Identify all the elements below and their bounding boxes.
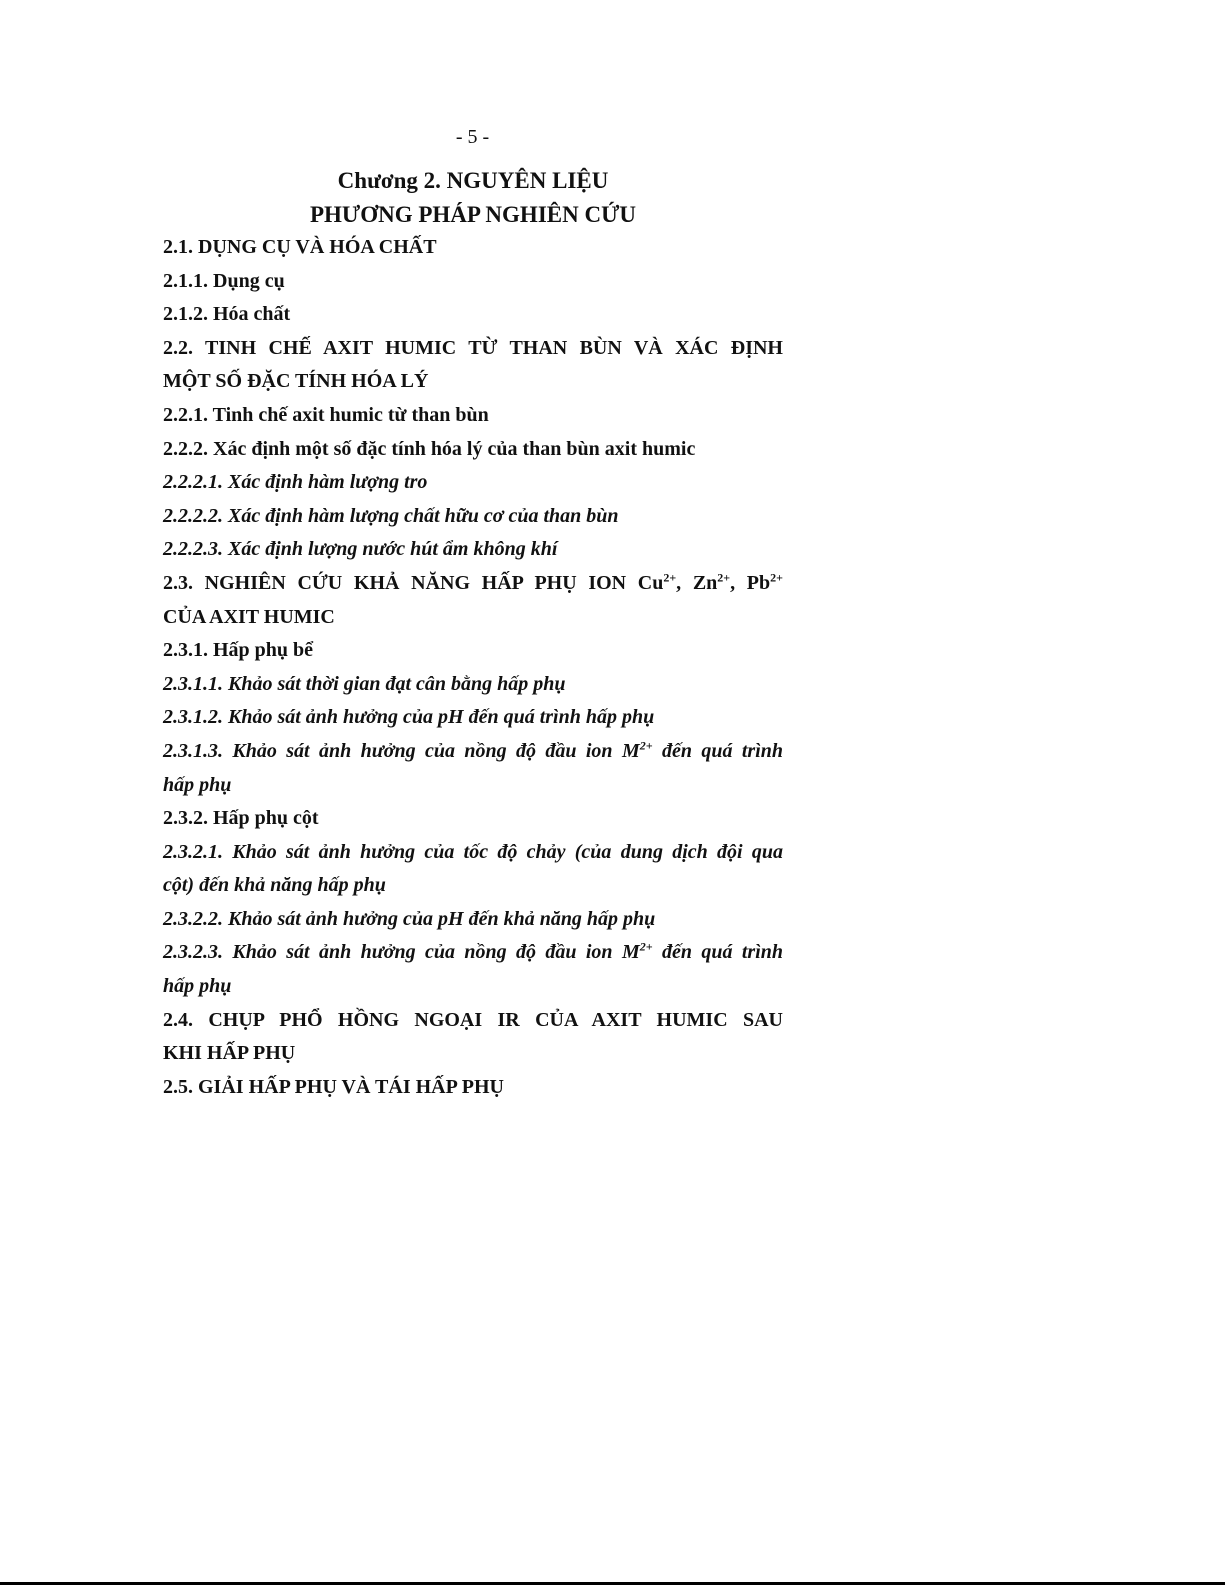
chapter-title — [163, 164, 783, 232]
section-2-3-2-1-line-2: cột) đến khả năng hấp phụ — [163, 874, 386, 897]
m-charge-1: 2+ — [639, 738, 653, 753]
section-2-3-2: 2.3.2. Hấp phụ cột — [163, 807, 319, 830]
section-2-3-2-1-line-1: 2.3.2.1. Khảo sát ảnh hưởng của tốc độ chảy (của dung dịch đội qua — [163, 840, 783, 863]
section-2-3-line-1 — [163, 567, 783, 601]
section-2-3-1-1: 2.3.1.1. Khảo sát thời gian đạt cân bằng hấp phụ — [163, 672, 566, 695]
section-2-2-2-3: 2.2.2.3. Xác định lượng nước hút ẩm không khí — [163, 538, 558, 561]
section-2-3-2-3-tail: đến quá trình — [652, 941, 784, 964]
cu-charge: 2+ — [663, 570, 677, 585]
section-2-3-line-2: CỦA AXIT HUMIC — [163, 605, 335, 628]
section-2-5: 2.5. GIẢI HẤP PHỤ VÀ TÁI HẤP PHỤ — [163, 1075, 504, 1098]
pb-label: , Pb — [730, 571, 771, 594]
section-2-1-2: 2.1.2. Hóa chất — [163, 303, 291, 326]
section-2-4-line-1: 2.4. CHỤP PHỔ HỒNG NGOẠI IR CỦA AXIT HUMIC SAU — [163, 1008, 783, 1031]
section-2-1: 2.1. DỤNG CỤ VÀ HÓA CHẤT — [163, 236, 437, 258]
section-2-3-1-2: 2.3.1.2. Khảo sát ảnh hưởng của pH đến quá trình hấp phụ — [163, 706, 655, 729]
section-2-2-1: 2.2.1. Tinh chế axit humic từ than bùn — [163, 403, 489, 426]
m-charge-2: 2+ — [639, 939, 653, 954]
section-2-2-line-1: 2.2. TINH CHẾ AXIT HUMIC TỪ THAN BÙN VÀ XÁC ĐỊNH — [163, 336, 783, 359]
section-2-3-2-3-text: 2.3.2.3. Khảo sát ảnh hưởng của nồng độ đầu ion M — [163, 941, 640, 964]
section-2-3-1-3-line-1 — [163, 735, 783, 769]
section-2-3-2-2: 2.3.2.2. Khảo sát ảnh hưởng của pH đến khả năng hấp phụ — [163, 907, 656, 930]
section-2-2-2-1: 2.2.2.1. Xác định hàm lượng tro — [163, 471, 428, 494]
table-of-contents — [163, 231, 783, 1104]
section-2-3-2-3-line-1 — [163, 936, 783, 970]
zn-label: , Zn — [676, 571, 718, 594]
zn-charge: 2+ — [717, 570, 731, 585]
section-2-1-1: 2.1.1. Dụng cụ — [163, 269, 285, 292]
chapter-title-line-2: PHƯƠNG PHÁP NGHIÊN CỨU — [309, 202, 637, 227]
section-2-3-2-3-line-2: hấp phụ — [163, 975, 232, 998]
section-2-3-1-3-tail: đến quá trình — [652, 739, 784, 762]
section-2-2-line-2: MỘT SỐ ĐẶC TÍNH HÓA LÝ — [163, 370, 429, 393]
section-2-3-text: 2.3. NGHIÊN CỨU KHẢ NĂNG HẤP PHỤ ION Cu — [163, 571, 664, 594]
pb-charge: 2+ — [770, 570, 783, 585]
section-2-3-1: 2.3.1. Hấp phụ bể — [163, 639, 314, 662]
section-2-3-1-3-line-2: hấp phụ — [163, 773, 232, 796]
section-2-2-2-2: 2.2.2.2. Xác định hàm lượng chất hữu cơ của than bùn — [163, 504, 619, 527]
section-2-3-1-3-text: 2.3.1.3. Khảo sát ảnh hưởng của nồng độ đầu ion M — [163, 739, 640, 762]
section-2-2-2: 2.2.2. Xác định một số đặc tính hóa lý của than bùn axit humic — [163, 437, 696, 460]
chapter-title-line-1: Chương 2. NGUYÊN LIỆU — [337, 168, 609, 193]
page-number: - 5 - — [455, 126, 490, 148]
section-2-4-line-2: KHI HẤP PHỤ — [163, 1042, 296, 1065]
